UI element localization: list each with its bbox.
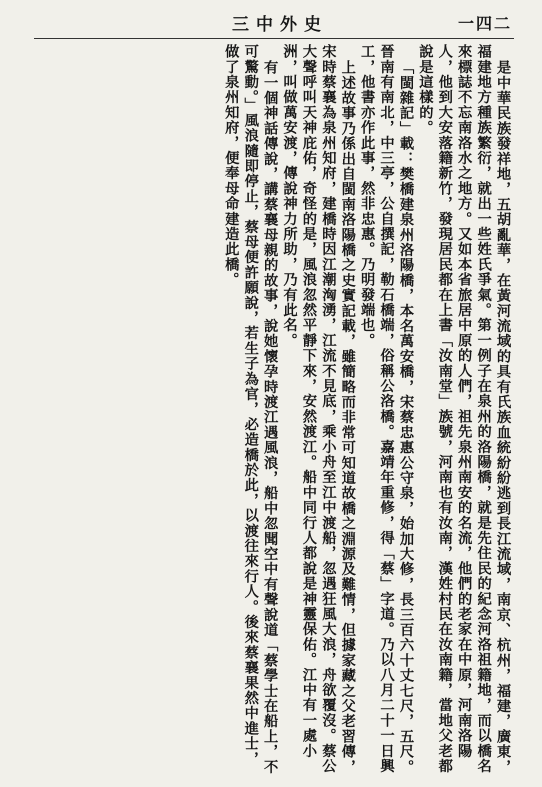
paragraph: 是中華民族發祥地，五胡亂華，在黃河流域的具有氏族血統紛紛逃到長江流域，南京、杭州，福建，廣東，福建地方種族繁衍，就出一些姓氏爭氣。第一例子在泉州的洛陽橋，就是先住民的紀念河洛祖籍地，而以橋名來標誌不忘南洛水之地方。又如本省旅居中原的人們，祖先泉州南安的名流，他們的老家在中原，河南洛陽人，他到大安落籍新竹，發現居民都在上書「汝南堂」族號，河南也有汝南，漢姓村民在汝南籍，當地父老都說是這樣的。 <box>417 44 511 775</box>
paragraph: 有一個神話傳說，講蔡襄母親的故事，說她懷孕時渡江遇風浪，船中忽聞空中有聲說道「蔡學士在船上，不可驚動。」風浪隨即停止，蔡母便許願說，若生子為官，必造橋於此，以渡往來行人。後來蔡襄果然中進士，做了泉州知府，便奉母命建造此橋。 <box>223 44 279 775</box>
page-header <box>32 8 516 34</box>
running-title: 三中外史 <box>232 15 328 35</box>
paragraph: 「閩雜記」載：樊橋建泉州洛陽橋，本名萬安橋，宋蔡忠惠公守泉，始加大修，長三百六十丈七尺，五尺。晉南有南北，中三亭，公自撰記，勒石橋端，俗稱公洛橋。嘉靖年重修，得「蔡」字道。乃以八月二十一日興工，他書亦作此事，然非忠惠。乃明發端也。 <box>359 44 414 775</box>
body-text <box>34 44 512 780</box>
paragraph: 上述故事乃係出自閩南洛陽橋之史實記載，雖簡略而非常可知道故橋之淵源及難情，但據家藏之父老習傳，宋時蔡襄為泉州知府，建橋時因江潮洶湧，江流不見底，乘小舟至江中渡船，忽遇狂風大浪，舟欲覆沒。蔡公大聲呼叫天神庇佑，奇怪的是，風浪忽然平靜下來，安然渡江。船中同行人都說是神靈保佑。江中有一處小洲，叫做萬安渡，傳說神力所助，乃有此名。 <box>281 44 356 775</box>
header-rule <box>34 38 514 39</box>
page-number: 一四二 <box>457 14 512 33</box>
